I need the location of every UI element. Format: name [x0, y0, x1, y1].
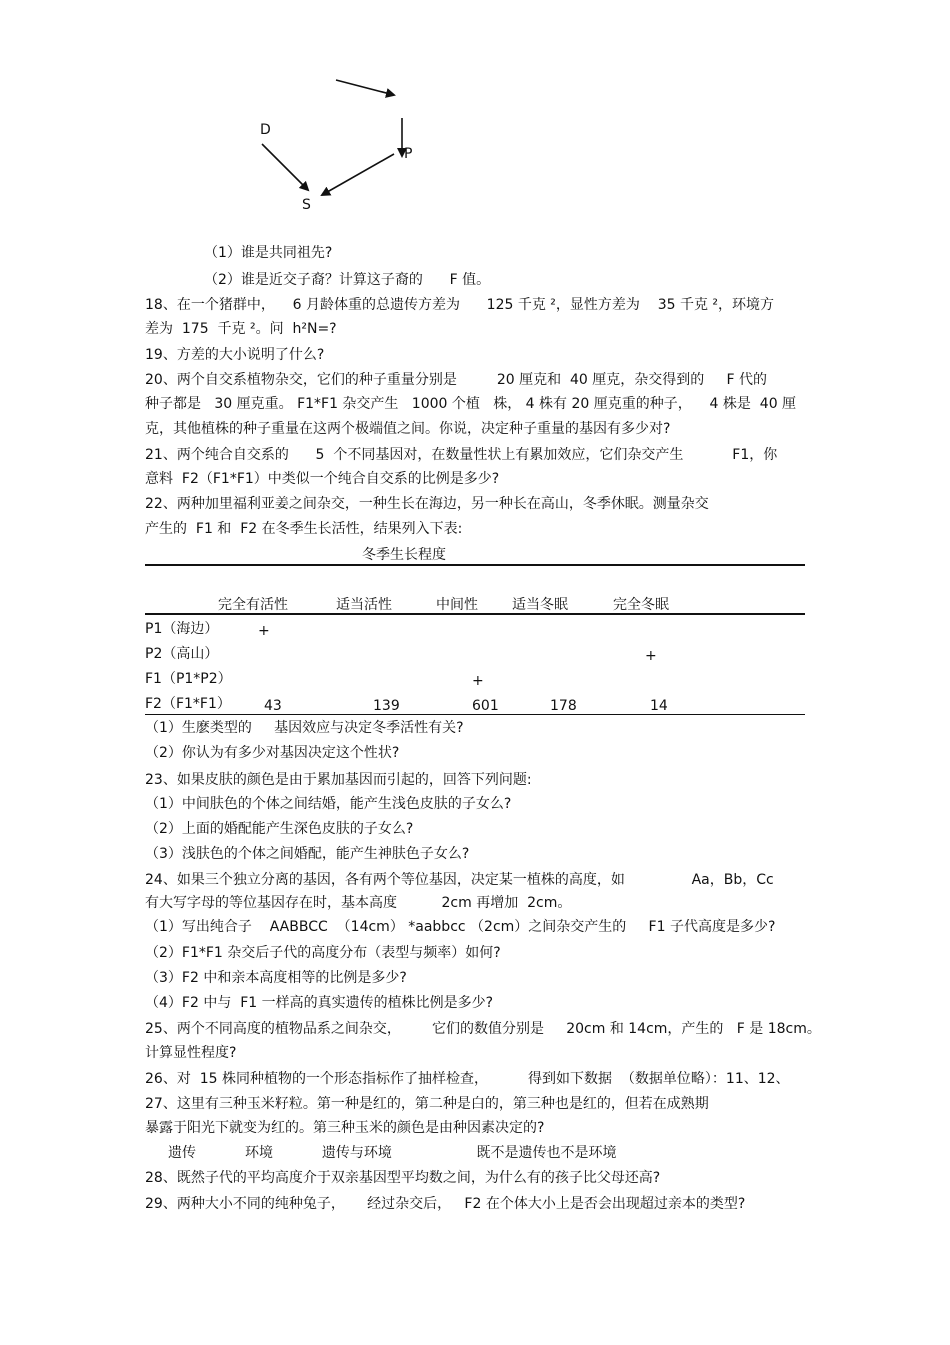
table-header-col5: 完全冬眠	[613, 597, 669, 613]
table-cell: 43	[264, 698, 282, 714]
table-rule-header	[145, 613, 805, 615]
question-20-line2: 种子都是 30 厘克重。 F1*F1 杂交产生 1000 个植 株， 4 株有 20 厘克重的种子， 4 株是 40 厘	[145, 396, 797, 412]
question-18-line2: 差为 175 千克 ²。问 h²N=?	[145, 321, 337, 337]
question-27-options: 遗传 环境 遗传与环境 既不是遗传也不是环境	[168, 1145, 617, 1161]
pedigree-diagram	[0, 0, 950, 230]
arrow-p-to-s	[322, 154, 394, 195]
table-row-label: P1（海边）	[145, 621, 219, 637]
question-24-line2: 有大写字母的等位基因存在时，基本高度 2cm 再增加 2cm。	[145, 895, 572, 911]
table-rule-top	[145, 564, 805, 566]
question-24-sub1: （1）写出纯合子 AABBCC （14cm） *aabbcc （2cm）之间杂交产生的 F1 子代高度是多少?	[145, 919, 776, 935]
question-29: 29、两种大小不同的纯种兔子， 经过杂交后， F2 在个体大小上是否会出现超过亲本的类型?	[145, 1196, 746, 1212]
question-22-line1: 22、两种加里福利亚姜之间杂交，一种生长在海边，另一种长在高山，冬季休眠。测量杂交	[145, 496, 709, 512]
table-cell: +	[645, 648, 657, 664]
question-20-line1: 20、两个自交系植物杂交，它们的种子重量分别是 20 厘克和 40 厘克，杂交得到的 F 代的	[145, 372, 768, 388]
question-25-line1: 25、两个不同高度的植物品系之间杂交， 它们的数值分别是 20cm 和 14cm，产生的 F 是 18cm。	[145, 1021, 821, 1037]
table-cell: 139	[373, 698, 400, 714]
question-1: （1）谁是共同祖先?	[204, 245, 333, 261]
question-28: 28、既然子代的平均高度介于双亲基因型平均数之间，为什么有的孩子比父母还高?	[145, 1170, 661, 1186]
question-23-sub2: （2）上面的婚配能产生深色皮肤的子女么?	[145, 821, 414, 837]
question-23-sub1: （1）中间肤色的个体之间结婚，能产生浅色皮肤的子女么?	[145, 796, 512, 812]
table-title: 冬季生长程度	[362, 547, 446, 563]
question-21-line1: 21、两个纯合自交系的 5 个不同基因对，在数量性状上有累加效应，它们杂交产生 F1，你	[145, 447, 778, 463]
node-d-label: D	[260, 122, 271, 138]
table-row-label: P2（高山）	[145, 646, 219, 662]
table-cell: +	[258, 623, 270, 639]
question-25-line2: 计算显性程度?	[145, 1045, 237, 1061]
table-header-col3: 中间性	[436, 597, 478, 613]
question-20-line3: 克，其他植株的种子重量在这两个极端值之间。你说，决定种子重量的基因有多少对?	[145, 421, 671, 437]
question-24-line1: 24、如果三个独立分离的基因，各有两个等位基因，决定某一植株的高度，如 Aa，Bb，Cc	[145, 872, 774, 888]
question-23: 23、如果皮肤的颜色是由于累加基因而引起的，回答下列问题:	[145, 772, 532, 788]
question-27-line2: 暴露于阳光下就变为红的。第三种玉米的颜色是由种因素决定的?	[145, 1120, 545, 1136]
table-header-col4: 适当冬眠	[512, 597, 568, 613]
table-cell: +	[472, 673, 484, 689]
table-cell: 14	[650, 698, 668, 714]
question-23-sub3: （3）浅肤色的个体之间婚配，能产生神肤色子女么?	[145, 846, 470, 862]
table-cell: 178	[550, 698, 577, 714]
question-27-line1: 27、这里有三种玉米籽粒。第一种是红的，第二种是白的，第三种也是红的，但若在成熟期	[145, 1096, 709, 1112]
question-24-sub2: （2）F1*F1 杂交后子代的高度分布（表型与频率）如何?	[145, 945, 501, 961]
question-22-sub2: （2）你认为有多少对基因决定这个性状?	[145, 745, 400, 761]
node-p-label: P	[404, 146, 413, 162]
node-s-label: S	[302, 197, 311, 213]
table-row-label: F1（P1*P2）	[145, 671, 232, 687]
arrow-d-to-s	[262, 144, 308, 190]
question-21-line2: 意料 F2（F1*F1）中类似一个纯合自交系的比例是多少?	[145, 471, 500, 487]
question-24-sub3: （3）F2 中和亲本高度相等的比例是多少?	[145, 970, 407, 986]
question-22-sub1: （1）生麽类型的 基因效应与决定冬季活性有关?	[145, 720, 464, 736]
question-18-line1: 18、在一个猪群中， 6 月龄体重的总遗传方差为 125 千克 ²，显性方差为 35 千克 ²，环境方	[145, 297, 775, 313]
arrow-top	[336, 80, 394, 95]
table-cell: 601	[472, 698, 499, 714]
question-26: 26、对 15 株同种植物的一个形态指标作了抽样检查， 得到如下数据 （数据单位略）：11、12、	[145, 1071, 790, 1087]
question-24-sub4: （4）F2 中与 F1 一样高的真实遗传的植株比例是多少?	[145, 995, 494, 1011]
question-19: 19、方差的大小说明了什么?	[145, 347, 325, 363]
table-row-label: F2（F1*F1）	[145, 696, 231, 712]
table-rule-bottom	[145, 714, 805, 715]
table-header-col2: 适当活性	[336, 597, 392, 613]
question-2: （2）谁是近交子裔？计算这子裔的 F 值。	[204, 272, 491, 288]
table-header-col1: 完全有活性	[218, 597, 288, 613]
question-22-line2: 产生的 F1 和 F2 在冬季生长活性，结果列入下表:	[145, 521, 463, 537]
